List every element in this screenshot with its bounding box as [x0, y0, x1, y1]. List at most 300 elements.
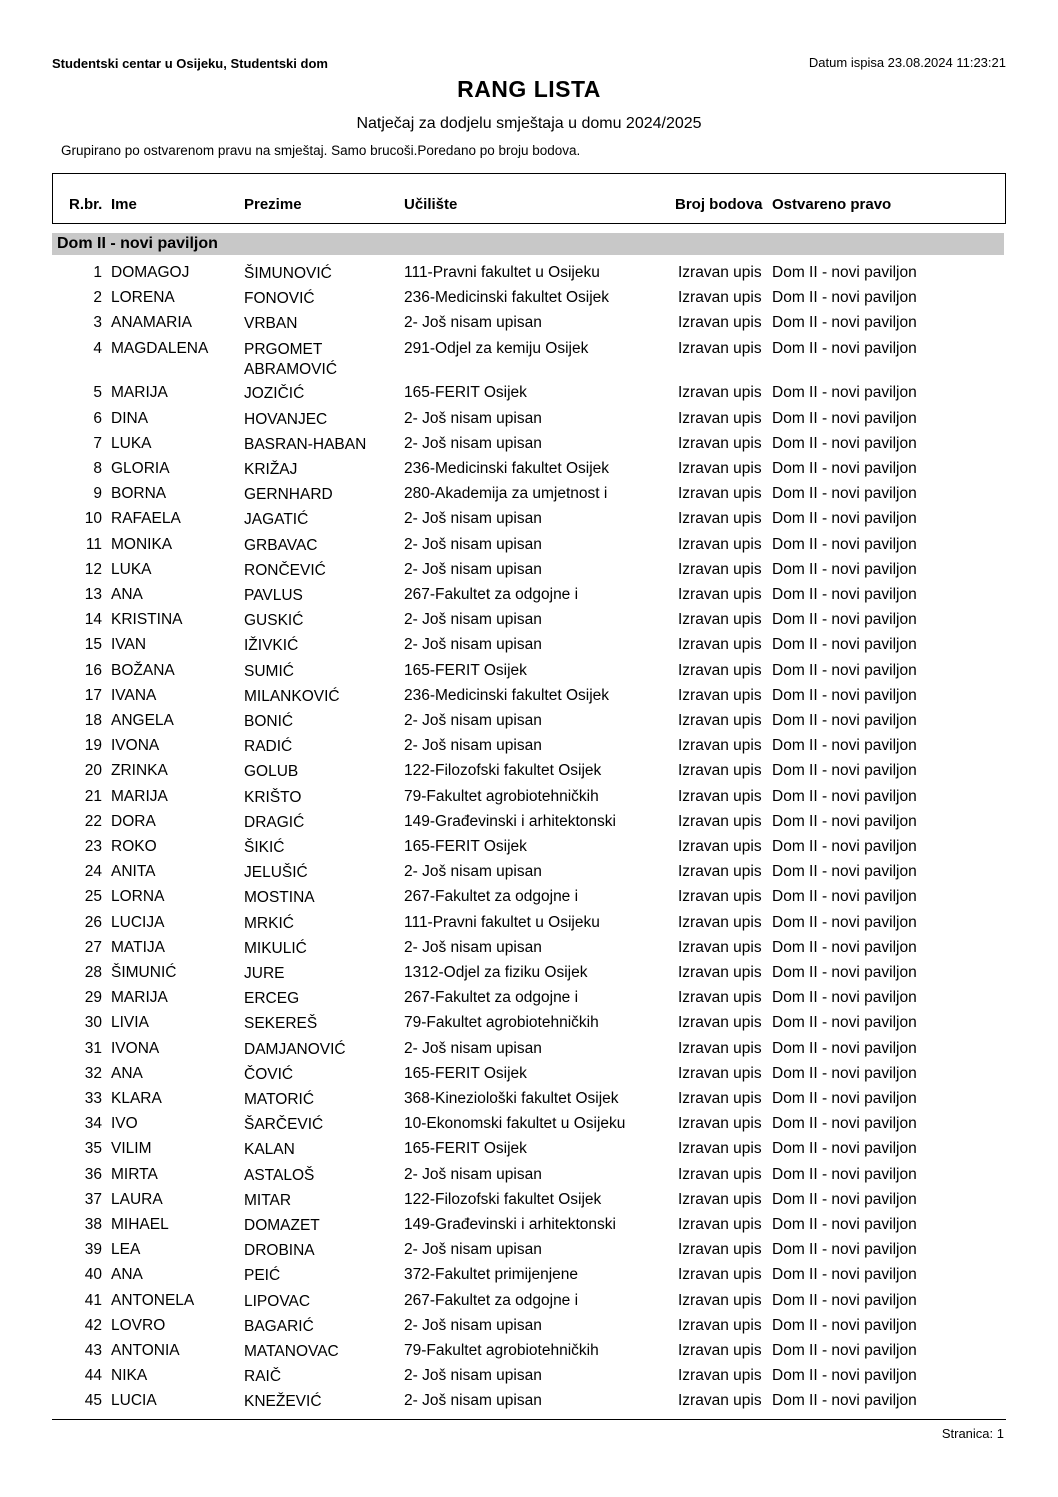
institution: 2- Još nisam upisan: [404, 409, 542, 427]
row-number: 5: [93, 384, 102, 402]
granted-right: Dom II - novi paviljon: [772, 459, 917, 477]
points: Izravan upis: [678, 1341, 762, 1359]
granted-right: Dom II - novi paviljon: [772, 1241, 917, 1259]
first-name: IVANA: [111, 686, 157, 704]
table-row: [0, 410, 1058, 434]
row-number: 28: [84, 963, 102, 981]
granted-right: Dom II - novi paviljon: [772, 339, 917, 357]
institution: 2- Još nisam upisan: [404, 711, 542, 729]
points: Izravan upis: [678, 913, 762, 931]
row-number: 14: [84, 611, 102, 629]
last-name: BAGARIĆ: [244, 1317, 314, 1335]
first-name: ANGELA: [111, 711, 174, 729]
row-number: 19: [84, 737, 102, 755]
table-row: [0, 1191, 1058, 1215]
granted-right: Dom II - novi paviljon: [772, 409, 917, 427]
table-row: [0, 1140, 1058, 1164]
points: Izravan upis: [678, 339, 762, 357]
last-name: ASTALOŠ: [244, 1166, 315, 1184]
points: Izravan upis: [678, 661, 762, 679]
first-name: LUKA: [111, 560, 152, 578]
table-row: [0, 1216, 1058, 1240]
points: Izravan upis: [678, 434, 762, 452]
granted-right: Dom II - novi paviljon: [772, 1341, 917, 1359]
institution: 291-Odjel za kemiju Osijek: [404, 339, 589, 357]
last-name: ŠIKIĆ: [244, 838, 285, 856]
last-name: MRKIĆ: [244, 914, 294, 932]
row-number: 42: [84, 1316, 102, 1334]
last-name: RAIČ: [244, 1368, 282, 1386]
table-row: [0, 1266, 1058, 1290]
institution: 2- Još nisam upisan: [404, 611, 542, 629]
first-name: MONIKA: [111, 535, 173, 553]
table-row: [0, 1241, 1058, 1265]
points: Izravan upis: [678, 611, 762, 629]
institution: 165-FERIT Osijek: [404, 1140, 527, 1158]
table-row: [0, 1342, 1058, 1366]
institution: 10-Ekonomski fakultet u Osijeku: [404, 1115, 626, 1133]
last-name: JELUŠIĆ: [244, 864, 308, 882]
row-number: 18: [84, 711, 102, 729]
institution: 267-Fakultet za odgojne i: [404, 888, 579, 906]
table-row: [0, 1065, 1058, 1089]
row-number: 16: [84, 661, 102, 679]
table-row: [0, 289, 1058, 313]
last-name: JAGATIĆ: [244, 511, 309, 529]
institution: 280-Akademija za umjetnost i: [404, 485, 608, 503]
last-name: GOLUB: [244, 763, 299, 781]
granted-right: Dom II - novi paviljon: [772, 1039, 917, 1057]
table-row: [0, 611, 1058, 635]
row-number: 24: [84, 863, 102, 881]
institution: 2- Još nisam upisan: [404, 863, 542, 881]
granted-right: Dom II - novi paviljon: [772, 434, 917, 452]
granted-right: Dom II - novi paviljon: [772, 1190, 917, 1208]
table-row: [0, 435, 1058, 459]
granted-right: Dom II - novi paviljon: [772, 1140, 917, 1158]
granted-right: Dom II - novi paviljon: [772, 661, 917, 679]
last-name: LIPOVAC: [244, 1292, 311, 1310]
points: Izravan upis: [678, 264, 762, 281]
column-header-bodovi: Broj bodova: [675, 196, 763, 213]
column-header-rbr: R.br.: [69, 196, 103, 213]
table-row: [0, 561, 1058, 585]
table-row: [0, 1317, 1058, 1341]
granted-right: Dom II - novi paviljon: [772, 1367, 917, 1385]
first-name: ANAMARIA: [111, 314, 192, 332]
table-row: [0, 485, 1058, 509]
table-bottom-rule: [52, 1419, 1006, 1420]
last-name: ŠIMUNOVIĆ: [244, 265, 332, 282]
table-row: [0, 1115, 1058, 1139]
granted-right: Dom II - novi paviljon: [772, 737, 917, 755]
points: Izravan upis: [678, 938, 762, 956]
column-header-prezime: Prezime: [244, 196, 302, 213]
points: Izravan upis: [678, 762, 762, 780]
granted-right: Dom II - novi paviljon: [772, 1165, 917, 1183]
last-name: MIKULIĆ: [244, 939, 307, 957]
table-row: [0, 264, 1058, 288]
points: Izravan upis: [678, 1241, 762, 1259]
row-number: 35: [84, 1140, 102, 1158]
points: Izravan upis: [678, 1367, 762, 1385]
table-row: [0, 314, 1058, 338]
institution: 165-FERIT Osijek: [404, 661, 527, 679]
row-number: 39: [84, 1241, 102, 1259]
first-name: ANA: [111, 1266, 143, 1284]
granted-right: Dom II - novi paviljon: [772, 314, 917, 332]
points: Izravan upis: [678, 1089, 762, 1107]
first-name: MAGDALENA: [111, 339, 209, 357]
row-number: 45: [84, 1392, 102, 1410]
first-name: ŠIMUNIĆ: [111, 963, 177, 981]
points: Izravan upis: [678, 1064, 762, 1082]
row-number: 11: [85, 535, 102, 553]
institution: 2- Još nisam upisan: [404, 636, 542, 654]
row-number: 21: [84, 787, 102, 805]
table-row: [0, 838, 1058, 862]
institution: 372-Fakultet primijenjene: [404, 1266, 579, 1284]
table-row: [0, 1292, 1058, 1316]
row-number: 1: [93, 264, 102, 281]
last-name: GERNHARD: [244, 486, 333, 504]
table-row: [0, 339, 1058, 378]
points: Izravan upis: [678, 485, 762, 503]
granted-right: Dom II - novi paviljon: [772, 686, 917, 704]
institution: 2- Još nisam upisan: [404, 1241, 542, 1259]
table-row: [0, 888, 1058, 912]
table-row: [0, 1392, 1058, 1416]
first-name: MARIJA: [111, 384, 168, 402]
first-name: IVAN: [111, 636, 147, 654]
first-name: DINA: [111, 409, 149, 427]
document-subtitle: Natječaj za dodjelu smještaja u domu 2024/2025: [356, 115, 702, 132]
granted-right: Dom II - novi paviljon: [772, 938, 917, 956]
granted-right: Dom II - novi paviljon: [772, 636, 917, 654]
last-name: KNEŽEVIĆ: [244, 1393, 322, 1411]
table-row: [0, 737, 1058, 761]
last-name: BONIĆ: [244, 712, 294, 730]
table-row: [0, 687, 1058, 711]
first-name: LIVIA: [111, 1014, 149, 1032]
column-header-uciliste: Učilište: [404, 196, 458, 213]
last-name: PEIĆ: [244, 1267, 281, 1285]
last-name: RADIĆ: [244, 738, 293, 756]
points: Izravan upis: [678, 787, 762, 805]
institution: 267-Fakultet za odgojne i: [404, 1291, 579, 1309]
row-number: 8: [93, 459, 102, 477]
row-number: 15: [84, 636, 102, 654]
institution: 2- Još nisam upisan: [404, 434, 542, 452]
points: Izravan upis: [678, 1291, 762, 1309]
institution: 149-Građevinski i arhitektonski: [404, 812, 616, 830]
institution: 2- Još nisam upisan: [404, 560, 542, 578]
institution: 2- Još nisam upisan: [404, 535, 542, 553]
table-row: [0, 460, 1058, 484]
last-name: VRBAN: [244, 315, 298, 333]
institution: 122-Filozofski fakultet Osijek: [404, 1190, 602, 1208]
points: Izravan upis: [678, 711, 762, 729]
table-row: [0, 1014, 1058, 1038]
institution: 1312-Odjel za fiziku Osijek: [404, 963, 588, 981]
first-name: MATIJA: [111, 938, 165, 956]
granted-right: Dom II - novi paviljon: [772, 485, 917, 503]
first-name: LUCIA: [111, 1392, 157, 1410]
first-name: MIRTA: [111, 1165, 158, 1183]
row-number: 9: [93, 485, 102, 503]
institution: 149-Građevinski i arhitektonski: [404, 1215, 616, 1233]
points: Izravan upis: [678, 1140, 762, 1158]
first-name: GLORIA: [111, 459, 170, 477]
points: Izravan upis: [678, 585, 762, 603]
institution: 267-Fakultet za odgojne i: [404, 989, 579, 1007]
granted-right: Dom II - novi paviljon: [772, 585, 917, 603]
first-name: LUKA: [111, 434, 152, 452]
organization-name: Studentski centar u Osijeku, Studentski dom: [52, 56, 328, 71]
last-name: JOZIČIĆ: [244, 385, 305, 403]
granted-right: Dom II - novi paviljon: [772, 989, 917, 1007]
institution: 165-FERIT Osijek: [404, 384, 527, 402]
last-name: BASRAN-HABAN: [244, 435, 367, 453]
first-name: BOŽANA: [111, 661, 175, 679]
last-name: MOSTINA: [244, 889, 315, 907]
table-row: [0, 712, 1058, 736]
institution: 2- Još nisam upisan: [404, 1392, 542, 1410]
last-name: JURE: [244, 964, 285, 982]
table-row: [0, 788, 1058, 812]
table-row: [0, 1166, 1058, 1190]
last-name: MILANKOVIĆ: [244, 687, 340, 705]
institution: 2- Još nisam upisan: [404, 1367, 542, 1385]
points: Izravan upis: [678, 409, 762, 427]
granted-right: Dom II - novi paviljon: [772, 837, 917, 855]
institution: 2- Još nisam upisan: [404, 938, 542, 956]
table-row: [0, 863, 1058, 887]
row-number: 31: [84, 1039, 102, 1057]
points: Izravan upis: [678, 1165, 762, 1183]
first-name: IVONA: [111, 737, 160, 755]
granted-right: Dom II - novi paviljon: [772, 913, 917, 931]
table-row: [0, 914, 1058, 938]
document-title: RANG LISTA: [457, 76, 601, 102]
points: Izravan upis: [678, 384, 762, 402]
granted-right: Dom II - novi paviljon: [772, 1014, 917, 1032]
granted-right: Dom II - novi paviljon: [772, 812, 917, 830]
granted-right: Dom II - novi paviljon: [772, 264, 917, 281]
first-name: ANITA: [111, 863, 156, 881]
last-name: ERCEG: [244, 990, 300, 1008]
granted-right: Dom II - novi paviljon: [772, 787, 917, 805]
first-name: ANTONIA: [111, 1341, 180, 1359]
points: Izravan upis: [678, 863, 762, 881]
granted-right: Dom II - novi paviljon: [772, 384, 917, 402]
row-number: 40: [84, 1266, 102, 1284]
page-number: Stranica: 1: [941, 1426, 1004, 1441]
row-number: 20: [84, 762, 102, 780]
row-number: 37: [84, 1190, 102, 1208]
table-row: [0, 662, 1058, 686]
granted-right: Dom II - novi paviljon: [772, 289, 917, 307]
table-row: [0, 1040, 1058, 1064]
points: Izravan upis: [678, 1392, 762, 1410]
first-name: IVO: [111, 1115, 138, 1133]
row-number: 30: [84, 1014, 102, 1032]
table-row: [0, 586, 1058, 610]
table-row: [0, 939, 1058, 963]
institution: 79-Fakultet agrobiotehničkih: [404, 1341, 599, 1359]
column-header-ime: Ime: [111, 196, 137, 213]
institution: 111-Pravni fakultet u Osijeku: [404, 913, 600, 931]
first-name: LORNA: [111, 888, 165, 906]
points: Izravan upis: [678, 535, 762, 553]
group-label: Dom II - novi paviljon: [57, 235, 218, 252]
institution: 2- Još nisam upisan: [404, 314, 542, 332]
row-number: 27: [84, 938, 102, 956]
points: Izravan upis: [678, 1215, 762, 1233]
granted-right: Dom II - novi paviljon: [772, 611, 917, 629]
last-name: KALAN: [244, 1141, 295, 1159]
last-name: PRGOMET ABRAMOVIĆ: [244, 340, 338, 378]
first-name: RAFAELA: [111, 510, 181, 528]
points: Izravan upis: [678, 1316, 762, 1334]
row-number: 10: [84, 510, 102, 528]
last-name: SUMIĆ: [244, 662, 294, 680]
table-row: [0, 762, 1058, 786]
row-number: 17: [84, 686, 102, 704]
points: Izravan upis: [678, 459, 762, 477]
last-name: MATANOVAC: [244, 1342, 339, 1360]
first-name: LUCIJA: [111, 913, 165, 931]
institution: 2- Još nisam upisan: [404, 1165, 542, 1183]
institution: 2- Još nisam upisan: [404, 1316, 542, 1334]
last-name: KRIŠTO: [244, 788, 302, 806]
first-name: MARIJA: [111, 787, 168, 805]
granted-right: Dom II - novi paviljon: [772, 711, 917, 729]
column-header-pravo: Ostvareno pravo: [772, 196, 892, 213]
row-number: 13: [84, 585, 102, 603]
row-number: 29: [84, 989, 102, 1007]
table-row: [0, 384, 1058, 408]
institution: 267-Fakultet za odgojne i: [404, 585, 579, 603]
first-name: KRISTINA: [111, 611, 183, 629]
row-number: 34: [84, 1115, 102, 1133]
first-name: MARIJA: [111, 989, 168, 1007]
institution: 122-Filozofski fakultet Osijek: [404, 762, 602, 780]
granted-right: Dom II - novi paviljon: [772, 1291, 917, 1309]
table-row: [0, 636, 1058, 660]
first-name: LAURA: [111, 1190, 163, 1208]
first-name: NIKA: [111, 1367, 148, 1385]
table-row: [0, 1367, 1058, 1391]
institution: 368-Kineziološki fakultet Osijek: [404, 1089, 619, 1107]
points: Izravan upis: [678, 636, 762, 654]
last-name: ŠARČEVIĆ: [244, 1116, 324, 1134]
last-name: KRIŽAJ: [244, 460, 298, 478]
print-date: Datum ispisa 23.08.2024 11:23:21: [808, 55, 1006, 70]
granted-right: Dom II - novi paviljon: [772, 510, 917, 528]
institution: 236-Medicinski fakultet Osijek: [404, 459, 610, 477]
last-name: SEKEREŠ: [244, 1015, 318, 1033]
row-number: 25: [84, 888, 102, 906]
institution: 79-Fakultet agrobiotehničkih: [404, 787, 599, 805]
first-name: IVONA: [111, 1039, 160, 1057]
table-row: [0, 964, 1058, 988]
institution: 165-FERIT Osijek: [404, 837, 527, 855]
row-number: 33: [84, 1089, 102, 1107]
last-name: DOMAZET: [244, 1216, 320, 1234]
first-name: ZRINKA: [111, 762, 168, 780]
institution: 2- Još nisam upisan: [404, 510, 542, 528]
first-name: DOMAGOJ: [111, 264, 190, 281]
row-number: 26: [84, 913, 102, 931]
granted-right: Dom II - novi paviljon: [772, 1089, 917, 1107]
row-number: 22: [84, 812, 102, 830]
points: Izravan upis: [678, 812, 762, 830]
points: Izravan upis: [678, 737, 762, 755]
row-number: 36: [84, 1165, 102, 1183]
institution: 236-Medicinski fakultet Osijek: [404, 289, 610, 307]
table-row: [0, 510, 1058, 534]
table-row: [0, 1090, 1058, 1114]
first-name: MIHAEL: [111, 1215, 169, 1233]
row-number: 23: [84, 837, 102, 855]
points: Izravan upis: [678, 1190, 762, 1208]
points: Izravan upis: [678, 686, 762, 704]
last-name: MATORIĆ: [244, 1090, 315, 1108]
granted-right: Dom II - novi paviljon: [772, 560, 917, 578]
granted-right: Dom II - novi paviljon: [772, 1064, 917, 1082]
row-number: 44: [84, 1367, 102, 1385]
row-number: 12: [84, 560, 102, 578]
grouping-note: Grupirano po ostvarenom pravu na smještaj. Samo brucoši.Poredano po broju bodova.: [61, 143, 581, 158]
points: Izravan upis: [678, 888, 762, 906]
points: Izravan upis: [678, 1266, 762, 1284]
institution: 111-Pravni fakultet u Osijeku: [404, 264, 600, 281]
points: Izravan upis: [678, 837, 762, 855]
institution: 2- Još nisam upisan: [404, 1039, 542, 1057]
table-row: [0, 813, 1058, 837]
institution: 2- Još nisam upisan: [404, 737, 542, 755]
points: Izravan upis: [678, 1115, 762, 1133]
last-name: IŽIVKIĆ: [244, 637, 299, 655]
first-name: ANTONELA: [111, 1291, 195, 1309]
points: Izravan upis: [678, 1014, 762, 1032]
points: Izravan upis: [678, 289, 762, 307]
granted-right: Dom II - novi paviljon: [772, 1215, 917, 1233]
row-number: 32: [84, 1064, 102, 1082]
first-name: LEA: [111, 1241, 141, 1259]
first-name: VILIM: [111, 1140, 152, 1158]
row-number: 4: [93, 339, 102, 357]
points: Izravan upis: [678, 560, 762, 578]
last-name: GRBAVAC: [244, 536, 318, 554]
table-row: [0, 536, 1058, 560]
granted-right: Dom II - novi paviljon: [772, 762, 917, 780]
points: Izravan upis: [678, 510, 762, 528]
points: Izravan upis: [678, 1039, 762, 1057]
points: Izravan upis: [678, 963, 762, 981]
row-number: 41: [84, 1291, 102, 1309]
granted-right: Dom II - novi paviljon: [772, 1115, 917, 1133]
first-name: BORNA: [111, 485, 167, 503]
last-name: MITAR: [244, 1191, 292, 1209]
points: Izravan upis: [678, 989, 762, 1007]
first-name: LORENA: [111, 289, 175, 307]
last-name: GUSKIĆ: [244, 612, 304, 630]
first-name: DORA: [111, 812, 156, 830]
first-name: ANA: [111, 585, 143, 603]
institution: 79-Fakultet agrobiotehničkih: [404, 1014, 599, 1032]
